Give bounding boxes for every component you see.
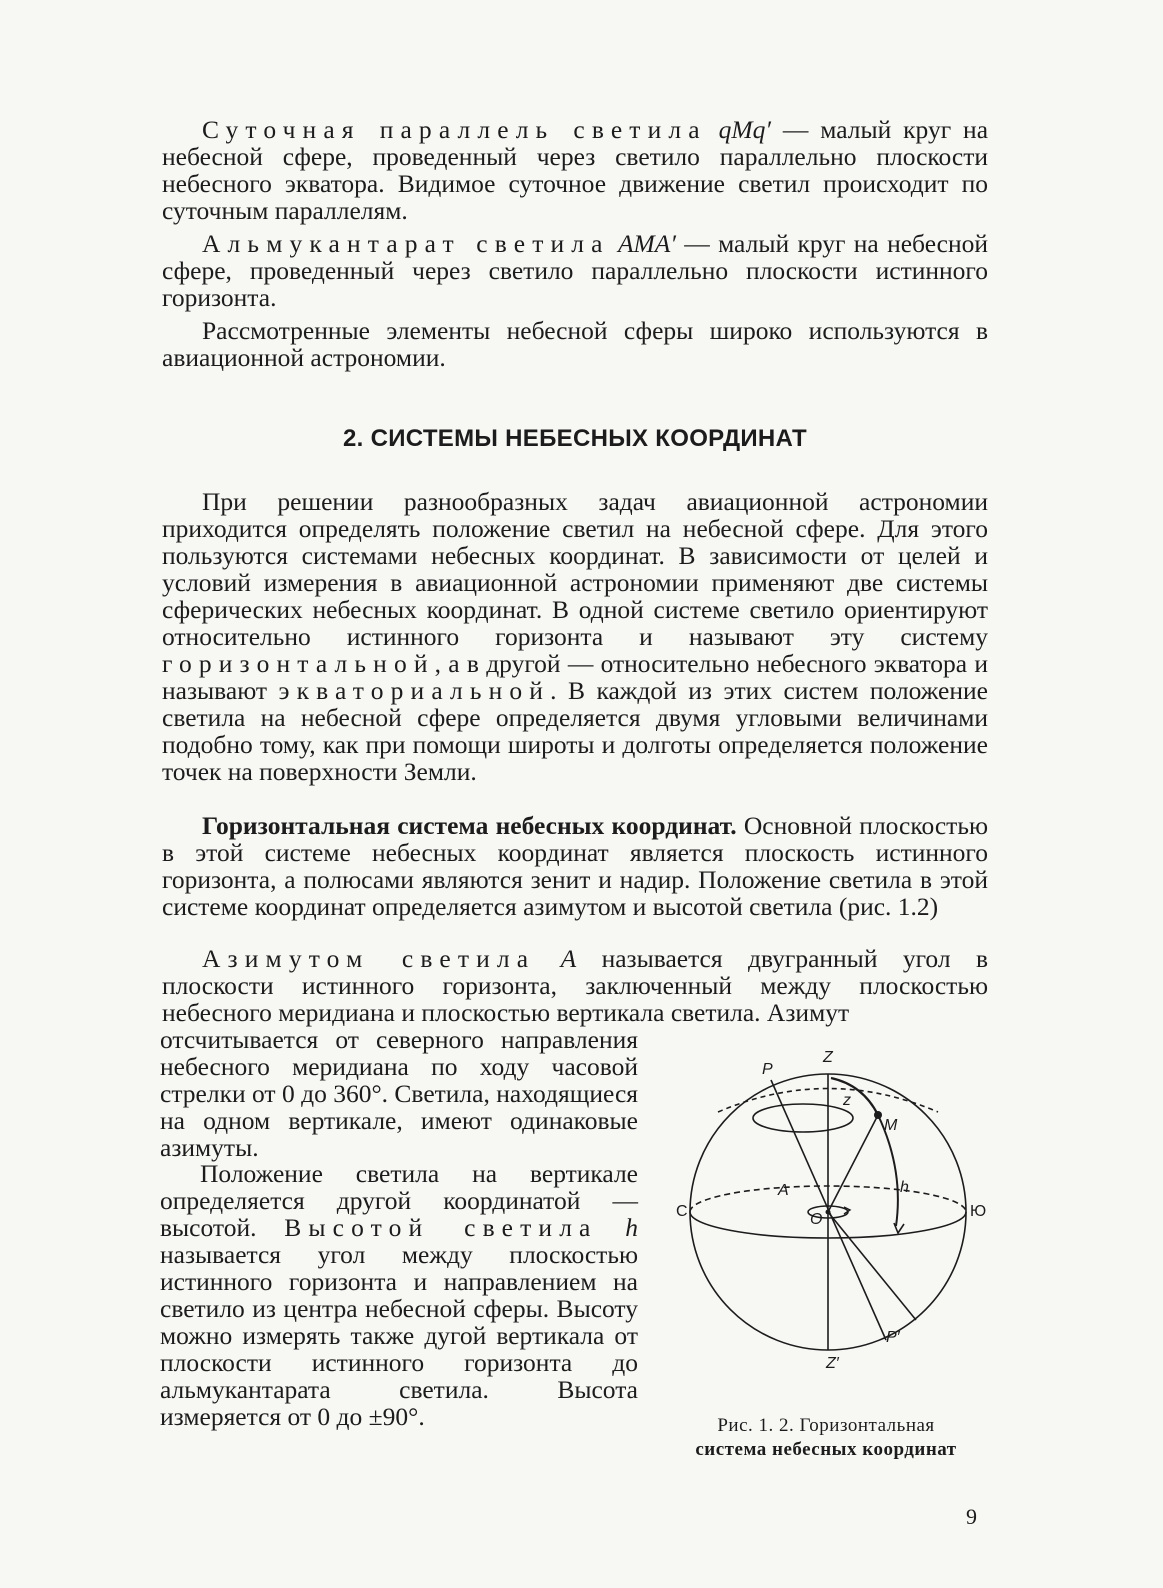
paragraph-altitude — [160, 1160, 638, 1430]
direction-to-star — [828, 1115, 878, 1212]
center-point — [826, 1210, 831, 1215]
symbol-qmq: qMq′ — [718, 115, 771, 144]
vertical-plane-line — [828, 1212, 916, 1320]
label-zenith: Z — [823, 1049, 833, 1066]
label-zenith-distance: z — [843, 1092, 851, 1109]
symbol-ama: AMA′ — [617, 229, 676, 258]
paragraph-coordinate-systems — [162, 488, 988, 785]
label-azimuth: A — [778, 1182, 789, 1199]
caption-line-1: Рис. 1. 2. Горизонтальная — [717, 1415, 935, 1436]
term-almucantar: Альмукантарат светила — [202, 229, 610, 258]
label-pole-south: P′ — [886, 1329, 900, 1346]
daily-parallel — [753, 1104, 853, 1132]
star-point — [874, 1111, 882, 1119]
paragraph-coordinate-systems-text-b: , а в другой — относительно небесного экватора и называют — [162, 649, 988, 705]
paragraph-horizontal-system — [162, 812, 988, 920]
paragraph-azimuth — [162, 945, 988, 1026]
paragraph-coordinate-systems-text-c: . В каждой из этих систем положение светила на небесной сфере определяется двумя угловыми величинами подобно тому, как при помощи широты и долготы определяется положение точек на поверхности Земли. — [162, 676, 988, 786]
label-south-point: Ю — [970, 1203, 987, 1220]
paragraph-coordinate-systems-text-a: При решении разнообразных задач авиационной астрономии приходится определять положение светил на небесной сфере. Для этого пользуются системами небесных координат. В зависимости от целей и условий измерения в авиационной астрономии применяют две системы сферических небесных координат. В одной системе светило ориентируют относительно истинного горизонта и называют эту систему — [162, 487, 988, 651]
term-daily-parallel: Суточная параллель светила — [202, 115, 707, 144]
label-altitude: h — [900, 1179, 909, 1196]
paragraph-daily-parallel — [162, 116, 988, 224]
subheading-horizontal-system: Горизонтальная система небесных координат. — [202, 811, 737, 840]
paragraph-altitude-text-b: называется угол между плоскостью истинного горизонта и направлением на светило из центра небесной сферы. Высоту можно измерять также дугой вертикала от плоскости истинного горизонта до альмукантарата светила. Высота измеряется от 0 до ±90°. — [160, 1240, 638, 1431]
paragraph-azimuth-text: называется двугранный угол в плоскости истинного горизонта, заключенный между плоскостью небесного меридиана и плоскостью вертикала светила. Азимут — [162, 944, 988, 1027]
label-pole-north: P — [762, 1061, 773, 1078]
paragraph-horizontal-system-text: Основной плоскостью в этой системе небесных координат является плоскость истинного горизонта, а полюсами являются зенит и надир. Положение светила в этой системе координат определяется азимутом и высотой светила (рис. 1.2) — [162, 811, 988, 921]
paragraph-daily-parallel-text: — малый круг на небесной сфере, проведенный через светило параллельно плоскости небесного экватора. Видимое суточное движение светил происходит по суточным параллелям. — [162, 115, 989, 225]
label-nadir: Z′ — [826, 1355, 839, 1372]
zenith-distance-arc — [831, 1078, 878, 1115]
label-center: O — [810, 1211, 823, 1228]
paragraph-almucantar — [162, 230, 988, 311]
label-star-m: M — [884, 1117, 898, 1134]
symbol-a: A — [560, 944, 577, 973]
paragraph-elements-usage: Рассмотренные элементы небесной сферы широко используются в авиационной астрономии. — [162, 316, 988, 372]
term-equatorial: экваториальной — [278, 676, 551, 705]
paragraph-almucantar-text: — малый круг на небесной сфере, проведенный через светило параллельно плоскости истинного горизонта. — [162, 229, 989, 312]
figure-celestial-sphere — [668, 1040, 988, 1400]
label-north-point: С — [676, 1203, 688, 1220]
term-altitude: Высотой светила — [284, 1213, 598, 1242]
paragraph-altitude-text-a: Положение светила на вертикале определяется другой координатой — высотой. — [160, 1159, 638, 1242]
term-azimuth: Азимутом светила — [202, 944, 536, 973]
figure-caption — [666, 1414, 986, 1462]
section-heading: 2. СИСТЕМЫ НЕБЕСНЫХ КООРДИНАТ — [343, 425, 807, 452]
symbol-h: h — [625, 1213, 639, 1242]
caption-line-2: система небесных координат — [695, 1439, 957, 1460]
term-horizontal: горизонтальной — [162, 649, 435, 678]
celestial-sphere-diagram — [668, 1040, 988, 1400]
page-number: 9 — [966, 1504, 977, 1529]
paragraph-azimuth-continued: отсчитывается от северного направления небесного меридиана по ходу часовой стрелки от 0 до 360°. Светила, находящиеся на одном вертикале, имеют одинаковые азимуты. — [160, 1025, 638, 1162]
